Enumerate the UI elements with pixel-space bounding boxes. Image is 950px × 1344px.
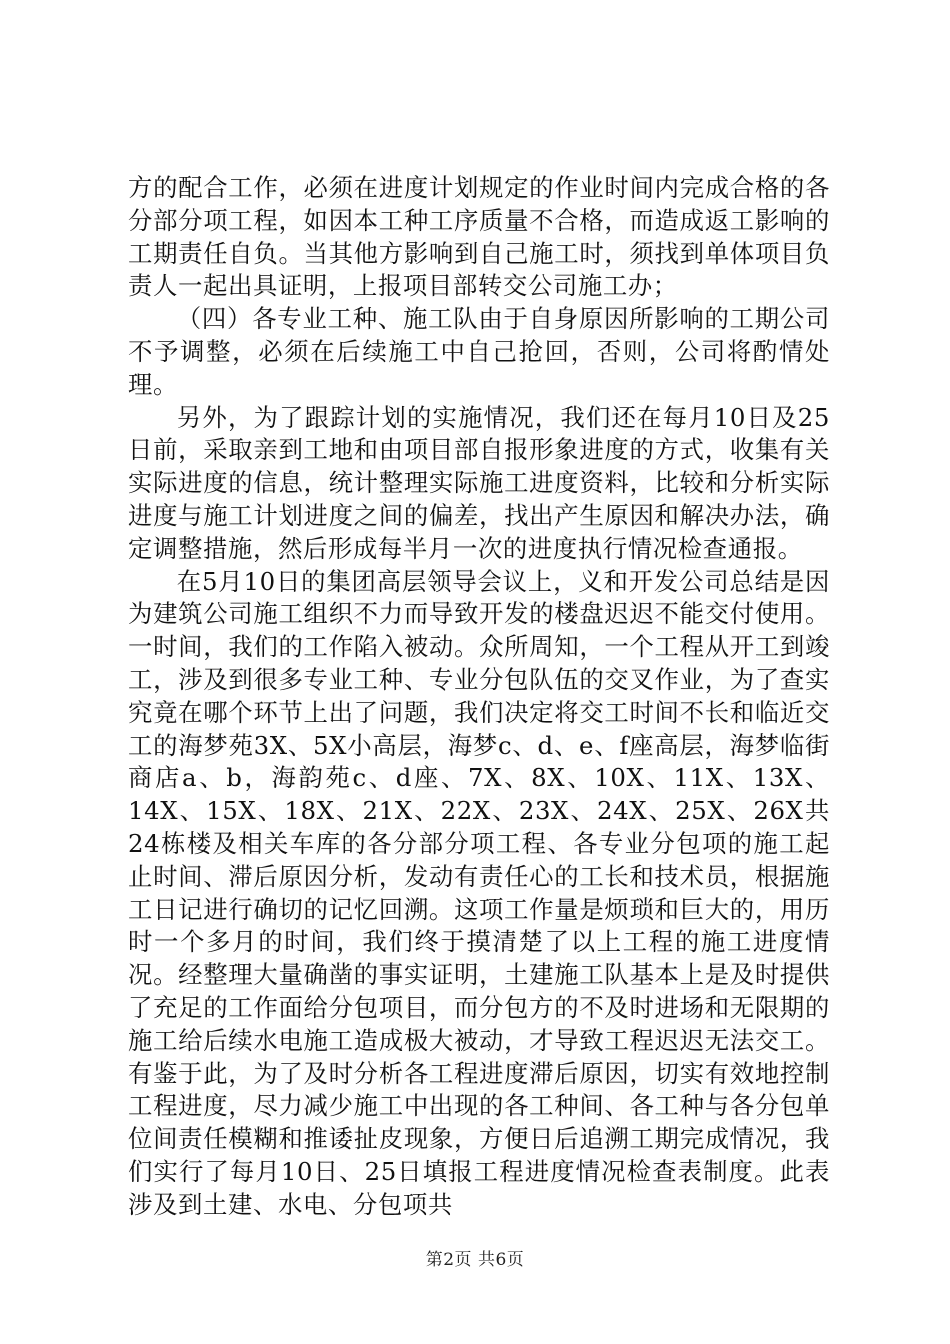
paragraph-progress-tracking: 另外，为了跟踪计划的实施情况，我们还在每月10日及25日前，采取亲到工地和由项目部自报形象进度的方式，收集有关实际进度的信息，统计整理实际施工进度资料，比较和分析实际进度与施工计划进度之间的偏差，找出产生原因和解决办法，确定调整措施，然后形成每半月一次的进度执行情况检查通报。: [128, 402, 830, 563]
paragraph-continuation: 方的配合工作，必须在进度计划规定的作业时间内完成合格的各分部分项工程，如因本工种工序质量不合格，而造成返工影响的工期责任自负。当其他方影响到自己施工时，须找到单体项目负责人一起出具证明，上报项目部转交公司施工办；: [128, 173, 830, 301]
paragraph-item-four: （四）各专业工种、施工队由于自身原因所影响的工期公司不予调整，必须在后续施工中自己抢回，否则，公司将酌情处理。: [128, 304, 830, 399]
body-text: [128, 172, 830, 1222]
page-number-footer: 第2页 共6页: [425, 1250, 525, 1270]
paragraph-meeting-analysis: 在5月10日的集团高层领导会议上，义和开发公司总结是因为建筑公司施工组织不力而导致开发的楼盘迟迟不能交付使用。一时间，我们的工作陷入被动。众所周知，一个工程从开工到竣工，涉及到很多专业工种、专业分包队伍的交叉作业，为了查实究竟在哪个环节上出了问题，我们决定将交工时间不长和临近交工的海梦苑3X、5X小高层，海梦c、d、e、f座高层，海梦临街商店a、b，海韵苑c、d座、7X、8X、10X、11X、13X、14X、15X、18X、21X、22X、23X、24X、25X、26X共24栋楼及相关车库的各分部分项工程、各专业分包项的施工起止时间、滞后原因分析，发动有责任心的工长和技术员，根据施工日记进行确切的记忆回溯。这项工作量是烦琐和巨大的，用历时一个多月的时间，我们终于摸清楚了以上工程的施工进度情况。经整理大量确凿的事实证明，土建施工队基本上是及时提供了充足的工作面给分包项目，而分包方的不及时进场和无限期的施工给后续水电施工造成极大被动，才导致工程迟迟无法交工。有鉴于此，为了及时分析各工程进度滞后原因，切实有效地控制工程进度，尽力减少施工中出现的各工种间、各工种与各分包单位间责任模糊和推诿扯皮现象，方便日后追溯工期完成情况，我们实行了每月10日、25日填报工程进度情况检查表制度。此表涉及到土建、水电、分包项共: [128, 566, 830, 1219]
